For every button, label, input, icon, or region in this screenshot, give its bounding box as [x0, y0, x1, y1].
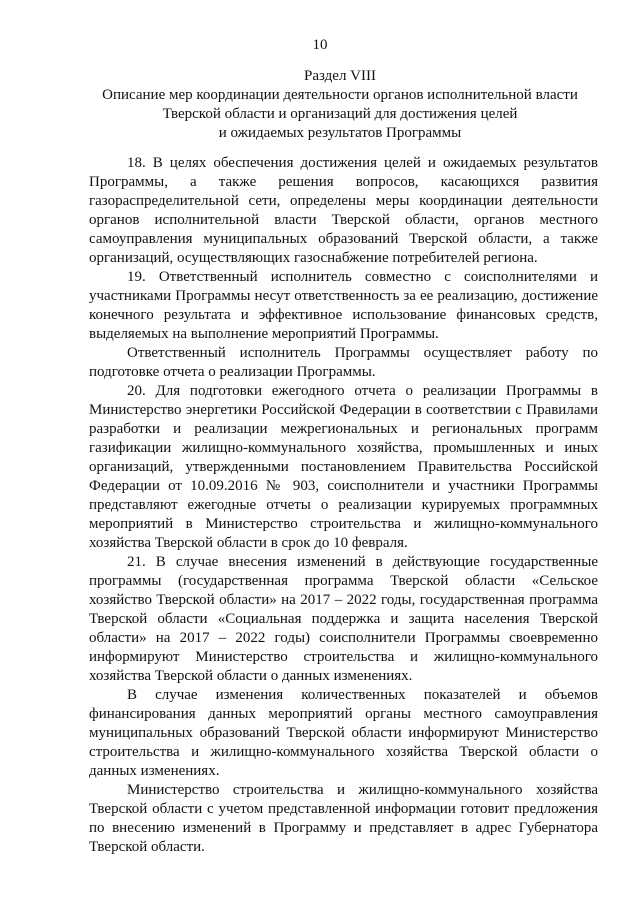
paragraph-21-ministry: Министерство строительства и жилищно-коммунального хозяйства Тверской области с учетом представленной информации готовит предложения по внесению изменений в Программу и представляет в адрес Губернатора Тверской области. — [89, 782, 598, 855]
page-number: 10 — [312, 37, 328, 53]
paragraph-21-indicators: В случае изменения количественных показателей и объемов финансирования данных мероприятий органы местного самоуправления муниципальных образований Тверской области информируют Министерство строительства и жилищно-коммунального хозяйства Тверской области о данных изменениях. — [89, 687, 598, 779]
paragraph-18: 18. В целях обеспечения достижения целей и ожидаемых результатов Программы, а также решения вопросов, касающихся развития газораспределительной сети, определены меры координации деятельности органов исполнительной власти Тверской области, органов местного самоуправления муниципальных образований Тверской области, а также организаций, осуществляющих газоснабжение потребителей региона. — [89, 155, 598, 266]
section-title-line-1: Описание мер координации деятельности органов исполнительной власти — [102, 87, 578, 103]
section-title-line-3: и ожидаемых результатов Программы — [218, 125, 462, 141]
paragraph-19-reporting: Ответственный исполнитель Программы осуществляет работу по подготовке отчета о реализации Программы. — [89, 345, 598, 380]
paragraph-20: 20. Для подготовки ежегодного отчета о реализации Программы в Министерство энергетики Российской Федерации в соответствии с Правилами разработки и реализации межрегиональных и региональных программ газификации жилищно-коммунального хозяйства, промышленных и иных организаций, утвержденными постановлением Правительства Российской Федерации от 10.09.2016 № 903, соисполнители и участники Программы представляют ежегодные отчеты о реализации курируемых программных мероприятий в Министерство строительства и жилищно-коммунального хозяйства Тверской области в срок до 10 февраля. — [89, 383, 598, 551]
paragraph-19: 19. Ответственный исполнитель совместно с соисполнителями и участниками Программы несут ответственность за ее реализацию, достижение конечного результата и эффективное использование финансовых средств, выделяемых на выполнение мероприятий Программы. — [89, 269, 598, 342]
body-text — [89, 154, 598, 857]
section-heading — [80, 67, 600, 143]
section-title-line-2: Тверской области и организаций для достижения целей — [162, 106, 518, 122]
paragraph-21: 21. В случае внесения изменений в действующие государственные программы (государственная программа Тверской области «Сельское хозяйство Тверской области» на 2017 – 2022 годы, государственная программа Тверской области «Социальная поддержка и защита населения Тверской области» на 2017 – 2022 годы) соисполнители Программы своевременно информируют Министерство строительства и жилищно-коммунального хозяйства Тверской области о данных изменениях. — [89, 554, 598, 684]
section-number: Раздел VIII — [304, 68, 376, 84]
